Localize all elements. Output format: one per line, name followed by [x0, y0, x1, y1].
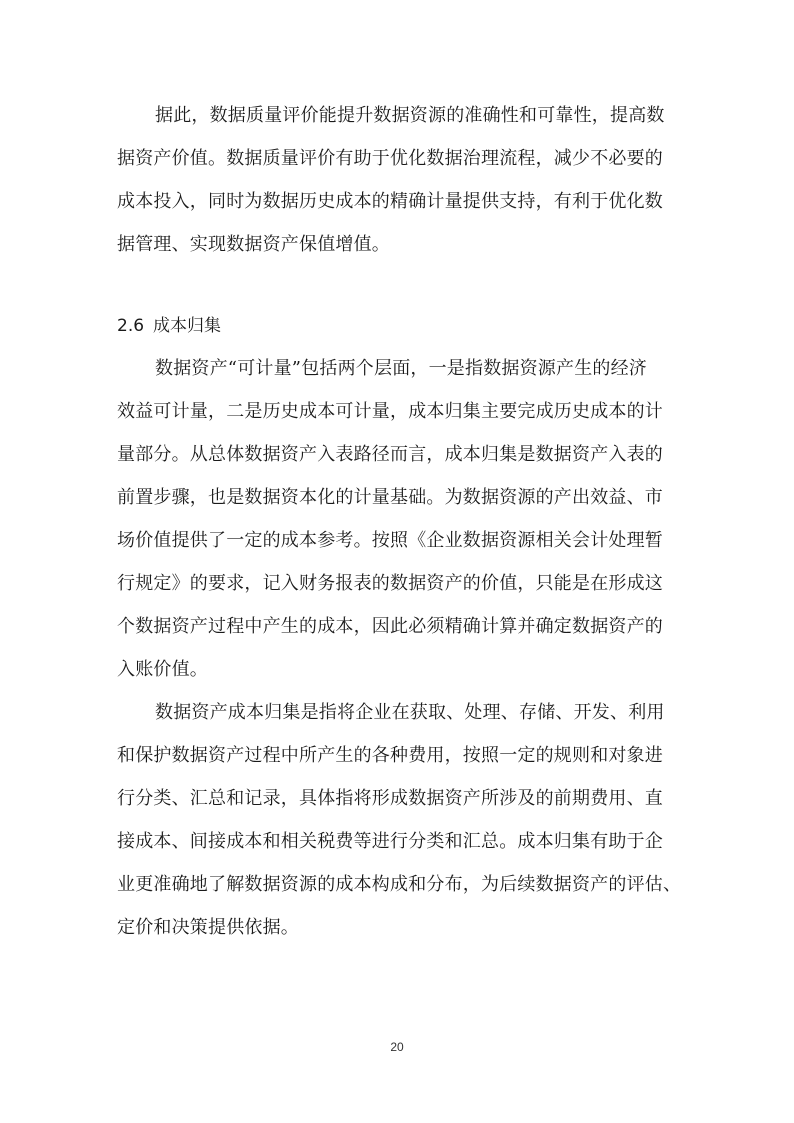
- paragraph-3-line-4: 接成本、间接成本和相关税费等进行分类和汇总。成本归集有助于企: [117, 831, 663, 852]
- paragraph-1-line-1: 据此，数据质量评价能提升数据资源的准确性和可靠性，提高数: [155, 105, 665, 126]
- section-heading: [117, 314, 221, 338]
- paragraph-1-line-2: 据资产价值。数据质量评价有助于优化数据治理流程，减少不必要的: [117, 148, 663, 169]
- paragraph-1-line-4: 据管理、实现数据资产保值增值。: [117, 234, 390, 255]
- paragraph-2-line-7: 个数据资产过程中产生的成本，因此必须精确计算并确定数据资产的: [117, 616, 663, 637]
- paragraph-3-line-6: 定价和决策提供依据。: [117, 917, 299, 938]
- paragraph-2-line-2: 效益可计量，二是历史成本可计量，成本归集主要完成历史成本的计: [117, 401, 663, 422]
- paragraph-2-line-6: 行规定》的要求，记入财务报表的数据资产的价值，只能是在形成这: [117, 573, 663, 594]
- page-number: 20: [390, 1040, 404, 1054]
- section-number: 2.6: [117, 316, 145, 336]
- paragraph-3-line-5: 业更准确地了解数据资源的成本构成和分布，为后续数据资产的评估、: [117, 874, 682, 895]
- paragraph-2-line-3: 量部分。从总体数据资产入表路径而言，成本归集是数据资产入表的: [117, 444, 663, 465]
- paragraph-3-line-3: 行分类、汇总和记录，具体指将形成数据资产所涉及的前期费用、直: [117, 788, 663, 809]
- paragraph-2-line-8: 入账价值。: [117, 659, 208, 680]
- paragraph-2-line-4: 前置步骤，也是数据资本化的计量基础。为数据资源的产出效益、市: [117, 487, 663, 508]
- section-title: 成本归集: [153, 316, 222, 336]
- paragraph-3-line-2: 和保护数据资产过程中所产生的各种费用，按照一定的规则和对象进: [117, 745, 663, 766]
- paragraph-2-line-1: 数据资产“可计量”包括两个层面，一是指数据资源产生的经济: [155, 358, 648, 379]
- paragraph-2-line-5: 场价值提供了一定的成本参考。按照《企业数据资源相关会计处理暂: [117, 530, 663, 551]
- paragraph-1-line-3: 成本投入，同时为数据历史成本的精确计量提供支持，有利于优化数: [117, 191, 663, 212]
- paragraph-3-line-1: 数据资产成本归集是指将企业在获取、处理、存储、开发、利用: [155, 702, 665, 723]
